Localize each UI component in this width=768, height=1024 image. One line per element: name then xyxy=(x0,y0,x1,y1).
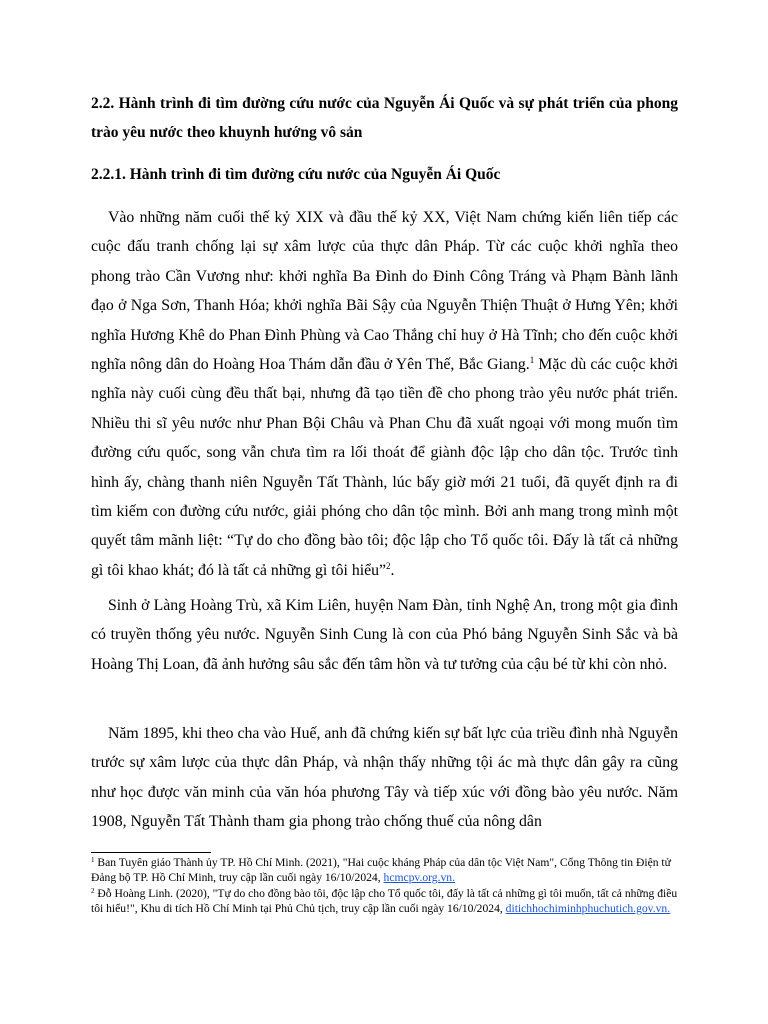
paragraph-1-part3: . xyxy=(390,561,395,579)
paragraph-3: Năm 1895, khi theo cha vào Huế, anh đã chứng kiến sự bất lực của triều đình nhà Nguyễn trước sự xâm lược của thực dân Pháp, và nhận thấy những tội ác mà thực dân gây ra cũng như học được văn minh của văn hóa phương Tây và tiếp xúc với đồng bào yêu nước. Năm 1908, Nguyễn Tất Thành tham gia phong trào chống thuế của nông dân xyxy=(91,725,678,831)
footnote-2-text: Đỗ Hoàng Linh. (2020), "Tự do cho đồng bào tôi, độc lập cho Tổ quốc tôi, đấy là tất cả những gì tôi muốn, tất cả những điều tôi hiểu!", Khu di tích Hồ Chí Minh tại Phủ Chủ tịch, truy cập lần cuối ngày 16/10/2024, xyxy=(91,886,678,915)
footnote-1 xyxy=(91,855,678,886)
subsection-heading: 2.2.1. Hành trình đi tìm đường cứu nước của Nguyễn Ái Quốc xyxy=(91,166,501,183)
footnote-1-link[interactable]: hcmcpv.org.vn. xyxy=(383,871,455,885)
footnote-separator xyxy=(91,852,211,853)
paragraph-1-part1: Vào những năm cuối thế kỷ XIX và đầu thế kỷ XX, Việt Nam chứng kiến liên tiếp các cuộc đấu tranh chống lại sự xâm lược của thực dân Pháp. Từ các cuộc khởi nghĩa theo phong trào Cần Vương như: khởi nghĩa Ba Đình do Đinh Công Tráng và Phạm Bành lãnh đạo ở Nga Sơn, Thanh Hóa; khởi nghĩa Bãi Sậy của Nguyễn Thiện Thuật ở Hưng Yên; khởi nghĩa Hương Khê do Phan Đình Phùng và Cao Thắng chỉ huy ở Hà Tĩnh; cho đến cuộc khởi nghĩa nông dân do Hoàng Hoa Thám dẫn đầu ở Yên Thế, Bắc Giang. xyxy=(91,209,678,374)
paragraph-2: Sinh ở Làng Hoàng Trù, xã Kim Liên, huyện Nam Đàn, tỉnh Nghệ An, trong một gia đình có truyền thống yêu nước. Nguyễn Sinh Cung là con của Phó bảng Nguyễn Sinh Sắc và bà Hoàng Thị Loan, đã ảnh hưởng sâu sắc đến tâm hồn và tư tưởng của cậu bé từ khi còn nhỏ. xyxy=(91,597,678,673)
footnote-1-mark: 1 xyxy=(91,856,95,864)
paragraph-1-part2: Mặc dù các cuộc khởi nghĩa này cuối cùng đều thất bại, nhưng đã tạo tiền đề cho phong trào yêu nước phát triển. Nhiều thi sĩ yêu nước như Phan Bội Châu và Phan Chu đã xuất ngoại với mong muốn tìm đường cứu quốc, song vẫn chưa tìm ra lối thoát để giành độc lập cho dân tộc. Trước tình hình ấy, chàng thanh niên Nguyễn Tất Thành, lúc bấy giờ mới 21 tuổi, đã quyết định ra đi tìm kiếm con đường cứu nước, giải phóng cho dân tộc mình. Bởi anh mang trong mình một quyết tâm mãnh liệt: “Tự do cho đồng bào tôi; độc lập cho Tổ quốc tôi. Đấy là tất cả những gì tôi khao khát; đó là tất cả những gì tôi hiểu” xyxy=(91,356,678,579)
footnote-2-link[interactable]: ditichhochiminhphuchutich.gov.vn. xyxy=(505,901,671,915)
section-heading: 2.2. Hành trình đi tìm đường cứu nước của Nguyễn Ái Quốc và sự phát triển của phong trào yêu nước theo khuynh hướng vô sản xyxy=(91,95,678,141)
footnote-1-text: Ban Tuyên giáo Thành ủy TP. Hồ Chí Minh. (2021), "Hai cuộc kháng Pháp của dân tộc Việt Nam", Cổng Thông tin Điện tử Đảng bộ TP. Hồ Chí Minh, truy cập lần cuối ngày 16/10/2024, xyxy=(91,856,671,885)
footnote-ref-2[interactable]: 2 xyxy=(386,560,391,571)
footnotes xyxy=(91,855,678,916)
footnote-2 xyxy=(91,886,678,917)
footnote-2-mark: 2 xyxy=(91,886,95,895)
footnote-ref-1[interactable]: 1 xyxy=(529,355,535,366)
paragraph-1 xyxy=(91,203,678,585)
